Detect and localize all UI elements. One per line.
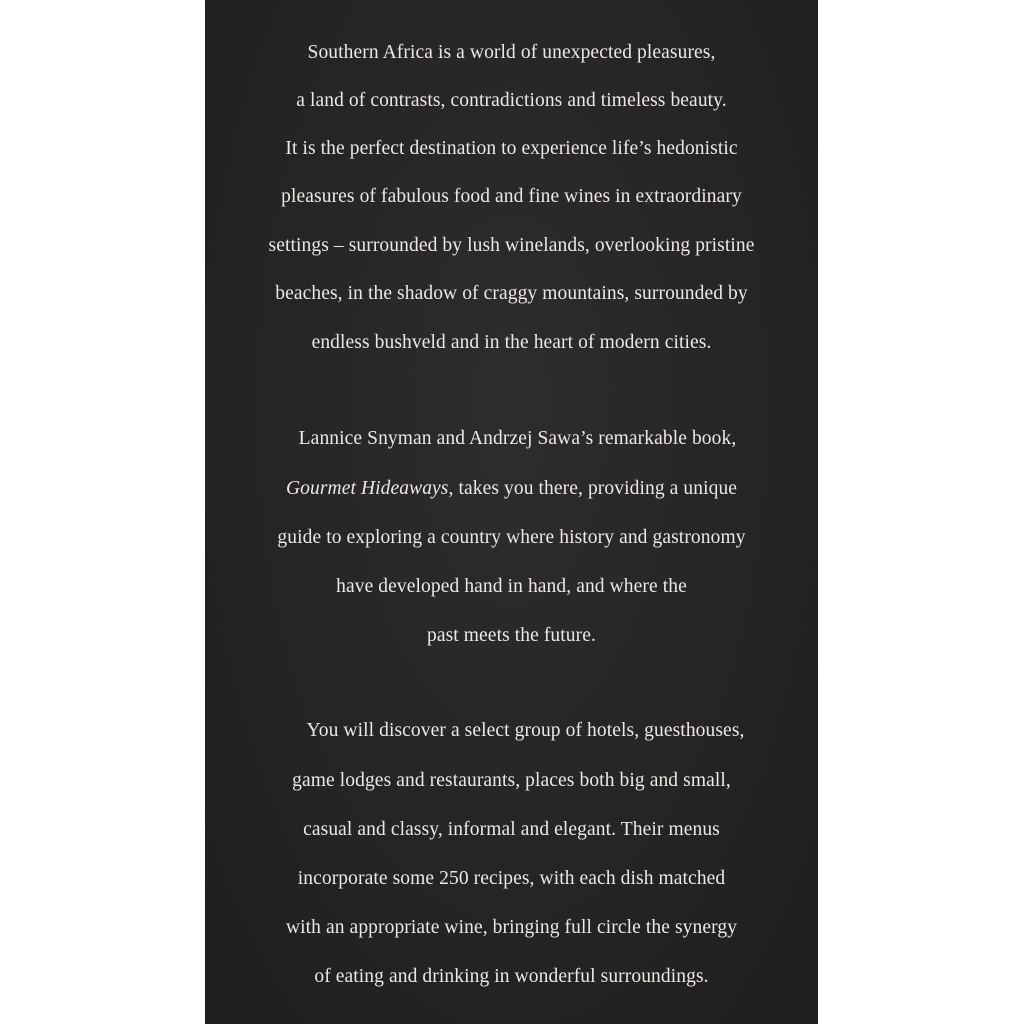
paragraph-2-line: guide to exploring a country where history and gastronomy — [277, 527, 746, 548]
paragraph-3-line: of eating and drinking in wonderful surroundings. — [314, 966, 709, 987]
paragraph-2-line: past meets the future. — [427, 625, 596, 646]
paragraph-3-line: with an appropriate wine, bringing full circle the synergy — [285, 917, 738, 938]
paragraph-2-line-text: , takes you there, providing a unique — [448, 478, 738, 499]
paragraph-1-line: pleasures of fabulous food and fine wines in extraordinary — [281, 186, 742, 207]
paragraph-1-line: a land of contrasts, contradictions and timeless beauty. — [296, 90, 727, 111]
paragraph-1-line: It is the perfect destination to experience life’s hedonistic — [285, 138, 738, 159]
paragraph-1-line: endless bushveld and in the heart of modern cities. — [311, 332, 712, 353]
paragraph-1-line: Southern Africa is a world of unexpected pleasures, — [307, 42, 716, 63]
paragraph-3-line: You will discover a select group of hotels, guesthouses, — [306, 720, 745, 741]
book-title: Gourmet Hideaways — [285, 478, 449, 499]
paragraph-1-line: beaches, in the shadow of craggy mountains, surrounded by — [275, 283, 748, 304]
paragraph-1-line: settings – surrounded by lush winelands, overlooking pristine — [268, 235, 755, 256]
paragraph-2-line: have developed hand in hand, and where the — [336, 576, 687, 597]
book-back-cover — [205, 0, 818, 1024]
paragraph-3-line: casual and classy, informal and elegant. Their menus — [303, 819, 720, 840]
paragraph-3-line: game lodges and restaurants, places both big and small, — [292, 770, 731, 791]
paragraph-2-line — [205, 477, 818, 501]
paragraph-2-line: Lannice Snyman and Andrzej Sawa’s remarkable book, — [298, 428, 737, 449]
paragraph-3-line: incorporate some 250 recipes, with each dish matched — [297, 868, 726, 889]
